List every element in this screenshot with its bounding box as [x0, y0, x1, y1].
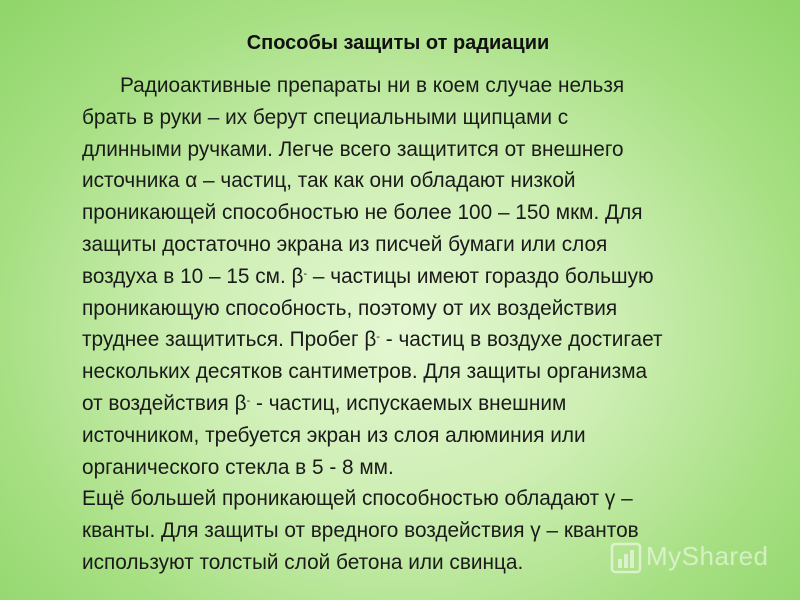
beta-minus-superscript: -: [246, 394, 251, 407]
slide-body: [82, 70, 772, 579]
body-line-7-post: – частицы имеют гораздо большую: [307, 264, 654, 288]
watermark: [610, 538, 770, 578]
body-line-7-pre: воздуха в 10 – 15 см. β: [82, 264, 304, 288]
body-line-4: источника α – частиц, так как они обладают низкой: [82, 169, 576, 193]
body-line-7: [82, 261, 772, 293]
body-line-15: кванты. Для защиты от вредного воздействия γ – квантов: [82, 519, 639, 543]
watermark-text: MyShared: [646, 541, 769, 571]
body-line-11-post: - частиц, испускаемых внешним: [250, 391, 567, 415]
body-line-10: нескольких десятков сантиметров. Для защиты организма: [82, 360, 648, 384]
body-line-2: брать в руки – их берут специальными щипцами с: [82, 105, 569, 129]
body-line-16: используют толстый слой бетона или свинца.: [82, 550, 524, 574]
body-line-11-pre: от воздействия β: [82, 391, 247, 415]
body-line-9-pre: труднее защититься. Пробег β: [82, 328, 377, 352]
body-line-13: органического стекла в 5 - 8 мм.: [82, 455, 394, 479]
beta-minus-superscript: -: [376, 331, 380, 344]
body-line-8: проникающую способность, поэтому от их воздействия: [82, 296, 618, 320]
body-line-6: защиты достаточно экрана из писчей бумаги или слоя: [82, 232, 608, 256]
body-line-1: Радиоактивные препараты ни в коем случае нельзя: [120, 74, 625, 97]
beta-minus-superscript: -: [303, 267, 308, 280]
body-line-14: Ещё большей проникающей способностью обладают γ –: [82, 487, 633, 511]
body-line-11: [82, 388, 772, 420]
slide-title: Способы защиты от радиации: [246, 32, 550, 54]
body-line-9-post: - частиц в воздухе достигает: [379, 328, 663, 352]
body-line-9: [82, 324, 772, 356]
body-line-3: длинными ручками. Легче всего защитится от внешнего: [82, 137, 624, 161]
bar-chart-icon: [610, 542, 642, 574]
body-line-5: проникающей способностью не более 100 – 150 мкм. Для: [82, 201, 643, 225]
body-line-12: источником, требуется экран из слоя алюминия или: [82, 423, 586, 447]
